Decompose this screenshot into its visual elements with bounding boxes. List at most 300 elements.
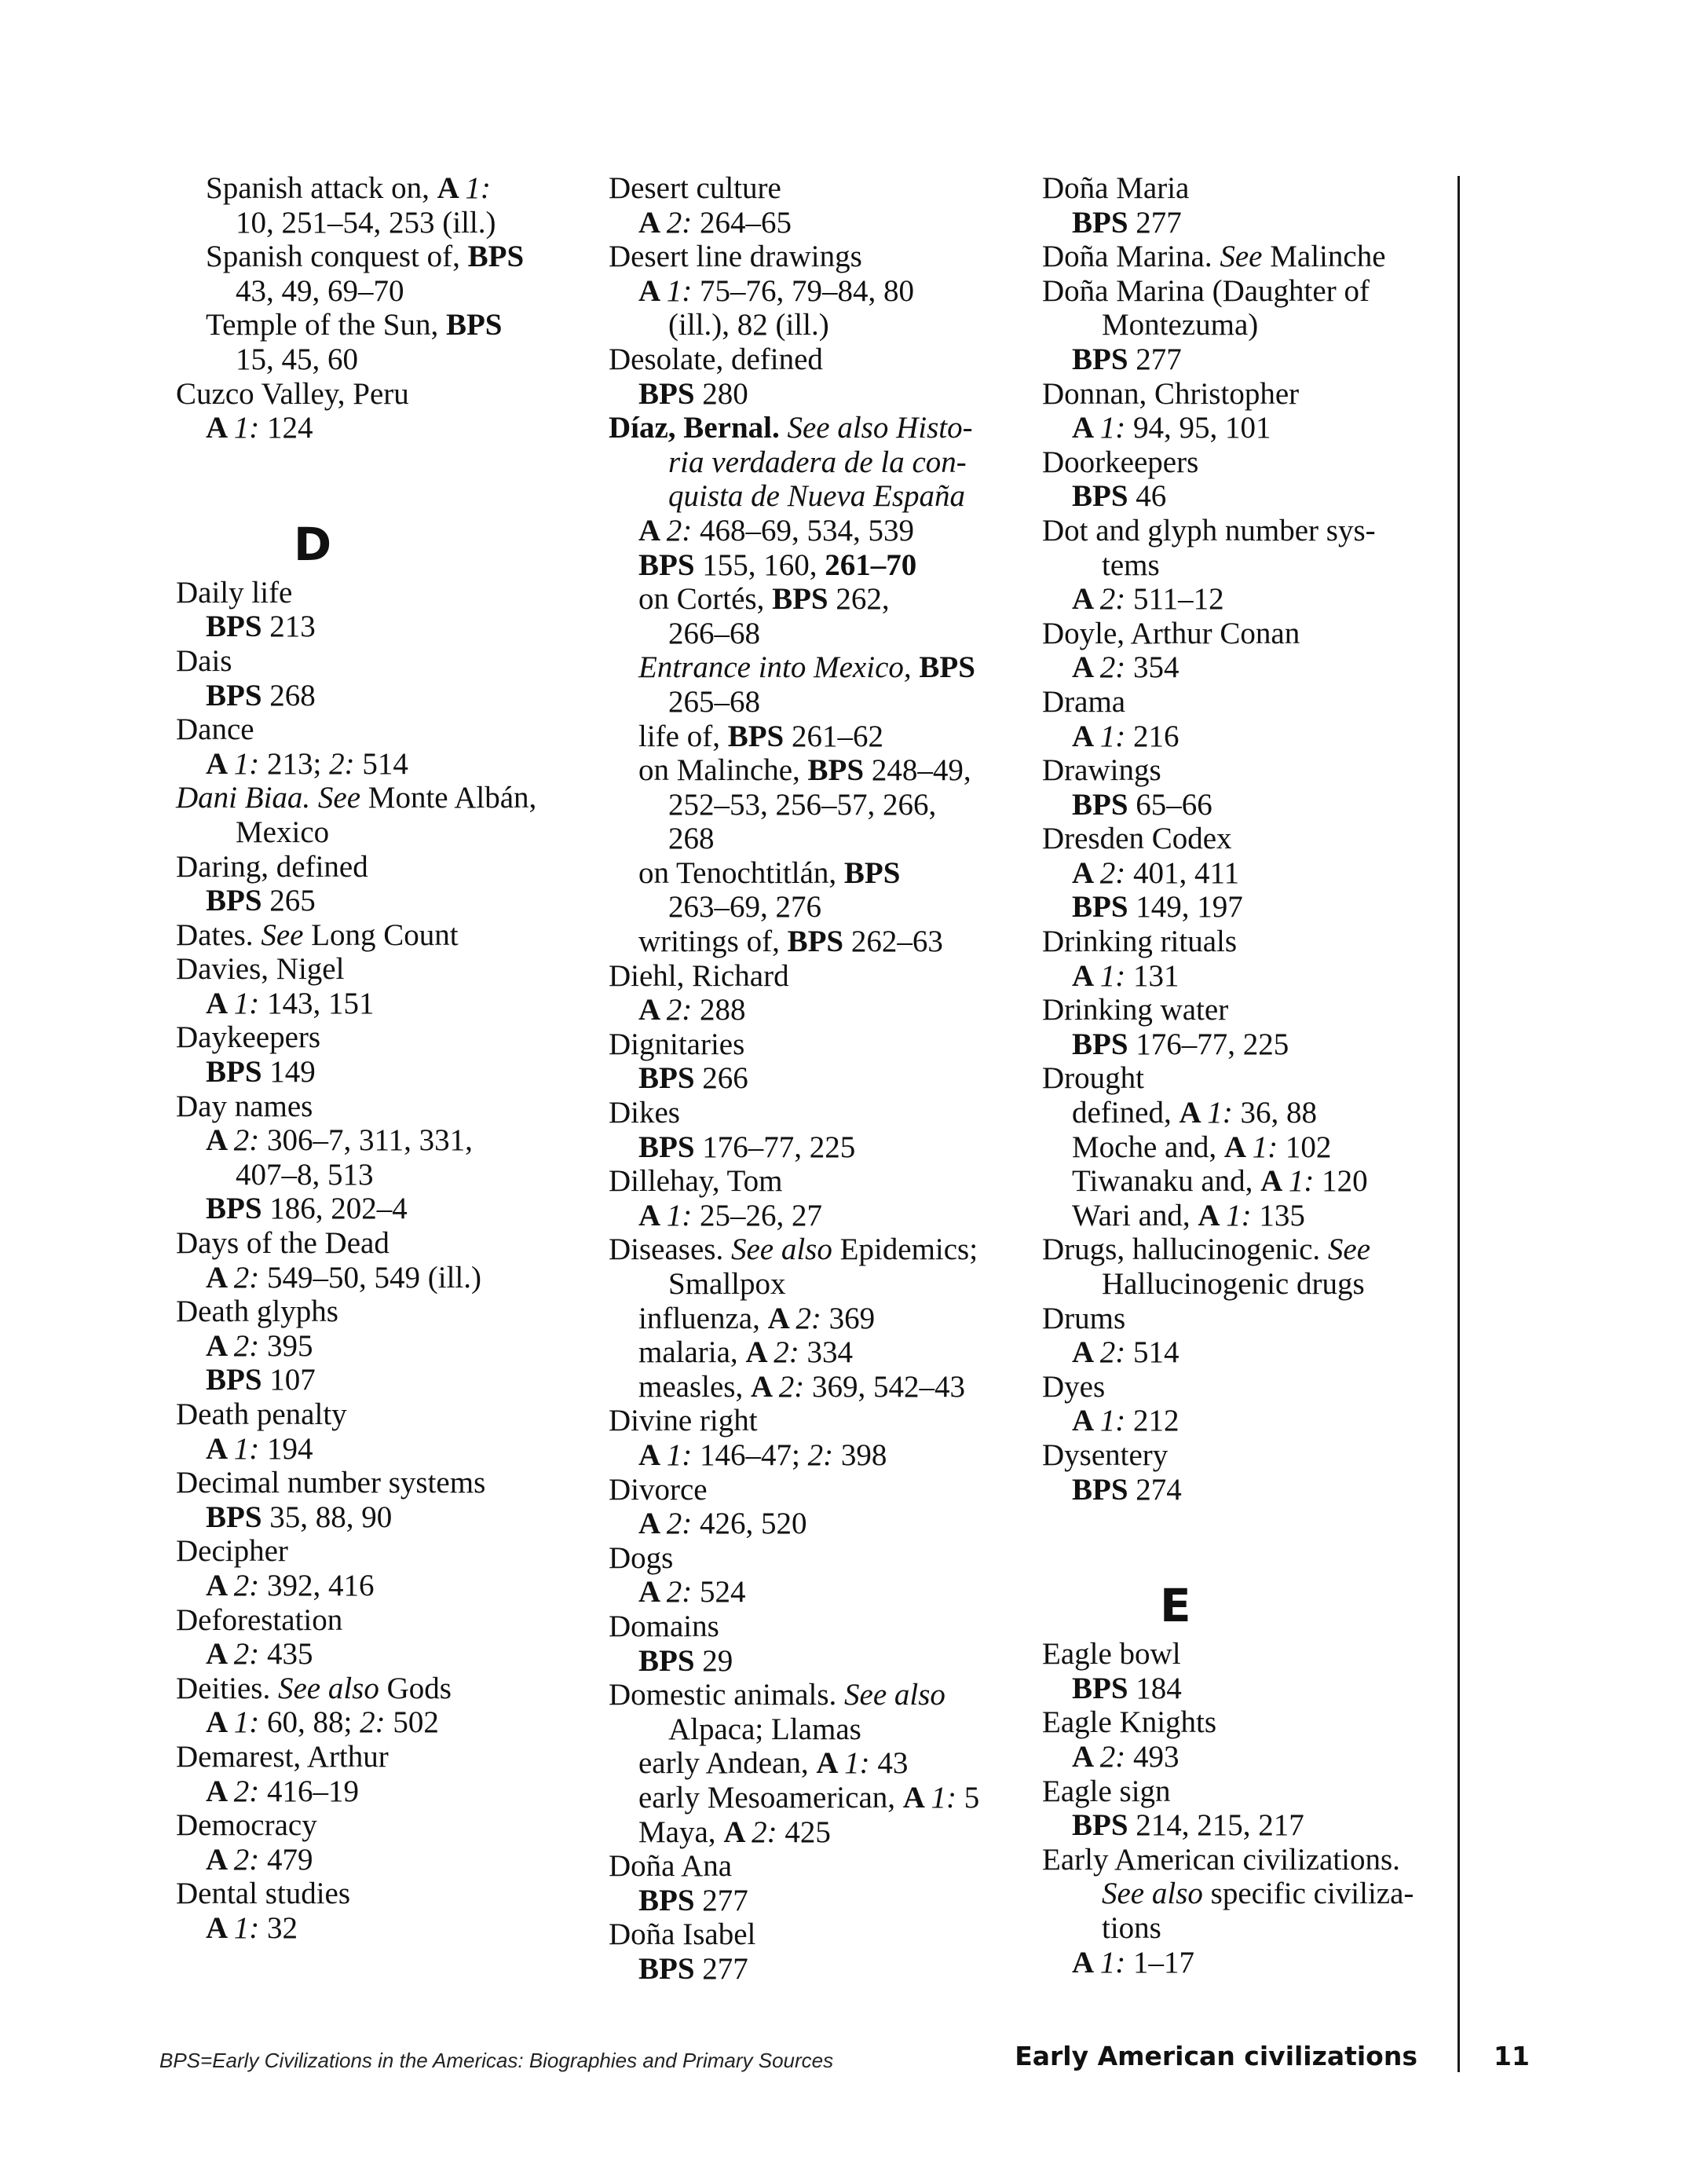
entry-text: 2: — [1099, 1335, 1126, 1370]
entry-text: influenza, — [638, 1301, 768, 1335]
entry-text: 1: — [233, 411, 260, 445]
entry-text: Tiwanaku and, — [1072, 1164, 1261, 1199]
entry-text: 262, — [828, 582, 890, 617]
entry-text: 1: — [666, 1198, 693, 1232]
entry-text: BPS — [638, 376, 695, 411]
index-subentry — [176, 1843, 584, 1877]
entry-text: Davies, Nigel — [176, 952, 345, 987]
index-continuation — [609, 890, 1017, 925]
entry-text: BPS — [206, 1500, 262, 1534]
entry-text: 265–68 — [668, 684, 760, 719]
index-continuation — [1042, 1267, 1450, 1302]
index-subentry — [609, 1884, 1017, 1918]
entry-text: BPS — [638, 547, 695, 582]
entry-text: 1–17 — [1125, 1945, 1195, 1979]
entry-text: 2: — [1099, 855, 1126, 890]
index-continuation — [609, 308, 1017, 342]
entry-text: Dillehay, Tom — [609, 1164, 783, 1199]
entry-text: 280 — [694, 376, 748, 411]
entry-text: Decimal number systems — [176, 1466, 486, 1500]
entry-text: Drugs, hallucinogenic. — [1042, 1232, 1328, 1267]
index-entry — [176, 576, 584, 610]
entry-text: A — [638, 1198, 667, 1232]
index-entry — [176, 918, 584, 953]
entry-text: Long Count — [303, 917, 459, 952]
index-entry — [1042, 1438, 1450, 1473]
index-entry — [609, 1232, 1017, 1267]
entry-text: A — [638, 205, 667, 240]
index-subentry — [609, 720, 1017, 754]
entry-text: 401, 411 — [1125, 855, 1240, 890]
index-continuation — [609, 1712, 1017, 1747]
entry-text: 2: — [666, 1575, 693, 1610]
index-subentry — [609, 1815, 1017, 1850]
entry-text: BPS — [1072, 342, 1128, 376]
entry-text: 2: — [233, 1260, 260, 1295]
entry-text: 479 — [259, 1842, 313, 1877]
entry-text: Doyle, Arthur Conan — [1042, 616, 1300, 650]
entry-text: BPS — [638, 1883, 695, 1917]
entry-text: 426, 520 — [692, 1507, 807, 1541]
index-subentry — [609, 1575, 1017, 1610]
entry-text: on Malinche, — [638, 753, 808, 788]
entry-text: A — [1072, 582, 1100, 617]
entry-text: 43, 49, 69–70 — [236, 273, 404, 308]
section-spacer — [1042, 1507, 1450, 1574]
entry-text: 155, 160, — [694, 547, 825, 582]
index-subentry — [176, 1500, 584, 1535]
entry-text: BPS — [787, 925, 844, 959]
entry-text: Donnan, Christopher — [1042, 376, 1300, 411]
index-subentry — [1042, 959, 1450, 994]
index-entry — [176, 1090, 584, 1124]
entry-text: BPS — [772, 582, 828, 617]
entry-text: Dental studies — [176, 1877, 351, 1911]
entry-text: A — [816, 1746, 845, 1781]
entry-text: 135 — [1251, 1198, 1305, 1232]
index-subentry — [609, 206, 1017, 240]
entry-text: specific civiliza- — [1202, 1877, 1414, 1911]
index-subentry — [176, 1123, 584, 1158]
index-continuation — [609, 685, 1017, 720]
index-entry — [176, 377, 584, 412]
entry-text: Divine right — [609, 1404, 758, 1438]
index-subentry — [1042, 342, 1450, 377]
entry-text: Daykeepers — [176, 1020, 321, 1055]
entry-text: 425 — [777, 1815, 831, 1849]
index-entry — [176, 1020, 584, 1055]
index-subentry — [176, 987, 584, 1021]
entry-text: BPS — [206, 1055, 262, 1090]
index-subentry — [176, 1192, 584, 1226]
index-continuation — [176, 342, 584, 377]
index-entry — [1042, 993, 1450, 1027]
index-continuation — [1042, 308, 1450, 342]
entry-text: See also — [730, 1232, 832, 1267]
entry-text: 124 — [259, 411, 313, 445]
entry-text: A — [745, 1335, 774, 1370]
entry-text: Doorkeepers — [1042, 445, 1199, 479]
index-subentry — [609, 650, 1017, 685]
entry-text: (ill.), 82 (ill.) — [668, 308, 829, 342]
index-entry — [609, 1027, 1017, 1062]
entry-text: A — [206, 411, 234, 445]
entry-text: Drawings — [1042, 753, 1161, 788]
entry-text: Deforestation — [176, 1602, 343, 1637]
section-spacer — [176, 445, 584, 513]
index-subentry — [1042, 479, 1450, 514]
entry-text: Smallpox — [668, 1267, 786, 1301]
entry-text: 32 — [259, 1910, 298, 1945]
entry-text: A — [750, 1369, 779, 1404]
index-entry — [176, 952, 584, 987]
entry-text: 214, 215, 217 — [1128, 1808, 1304, 1843]
entry-text: 60, 88; — [259, 1705, 360, 1740]
index-entry — [609, 1404, 1017, 1438]
entry-text: 277 — [694, 1883, 748, 1917]
entry-text: 288 — [692, 993, 746, 1027]
entry-text: defined, — [1072, 1096, 1180, 1130]
entry-text: 176–77, 225 — [694, 1130, 856, 1164]
index-subentry — [609, 274, 1017, 309]
entry-text: 15, 45, 60 — [236, 342, 358, 376]
entry-text: 1: — [1099, 1945, 1126, 1979]
entry-text: Hallucinogenic drugs — [1102, 1267, 1365, 1301]
entry-text: writings of, — [638, 925, 788, 959]
entry-text: measles, — [638, 1369, 751, 1404]
entry-text: Drinking rituals — [1042, 925, 1238, 959]
entry-text: 514 — [1125, 1335, 1180, 1370]
index-entry — [1042, 753, 1450, 788]
entry-text: 149, 197 — [1128, 890, 1243, 925]
index-subentry — [609, 1952, 1017, 1987]
index-entry — [609, 1849, 1017, 1884]
index-subentry — [609, 1781, 1017, 1815]
entry-text: 212 — [1125, 1404, 1180, 1438]
index-subentry — [1042, 1130, 1450, 1165]
entry-text: Demarest, Arthur — [176, 1739, 389, 1774]
index-subentry — [176, 1705, 584, 1740]
entry-text: Dysentery — [1042, 1437, 1169, 1472]
entry-text: tions — [1102, 1910, 1161, 1945]
entry-text: Dates. — [176, 917, 262, 952]
index-subentry — [609, 1370, 1017, 1404]
index-subentry — [1042, 411, 1450, 445]
index-entry — [176, 712, 584, 747]
entry-text: BPS — [206, 1192, 262, 1226]
entry-text: 511–12 — [1125, 582, 1224, 617]
entry-text: Malinche — [1262, 240, 1386, 274]
entry-text: 2: — [360, 1705, 386, 1740]
entry-text: 265 — [262, 884, 316, 918]
entry-text: Death penalty — [176, 1397, 347, 1431]
entry-text: BPS — [1072, 479, 1128, 514]
entry-text: Diehl, Richard — [609, 958, 789, 993]
entry-text: Maya, — [638, 1815, 724, 1849]
index-continuation — [609, 788, 1017, 822]
entry-text: Drought — [1042, 1061, 1144, 1096]
index-subentry — [609, 1335, 1017, 1370]
entry-text: 264–65 — [692, 205, 792, 240]
entry-text: A — [1072, 719, 1100, 753]
entry-text: BPS — [1072, 890, 1128, 925]
entry-text: See also — [844, 1678, 945, 1712]
index-subentry — [1042, 1672, 1450, 1706]
index-subentry — [609, 1644, 1017, 1679]
entry-text: A — [902, 1780, 931, 1815]
index-entry — [609, 1096, 1017, 1130]
entry-text: BPS — [467, 240, 525, 274]
index-entry — [609, 1610, 1017, 1644]
index-subentry — [1042, 1096, 1450, 1130]
entry-text: Cuzco Valley, Peru — [176, 376, 409, 411]
entry-text: 216 — [1125, 719, 1180, 753]
entry-text: Eagle Knights — [1042, 1705, 1217, 1740]
entry-text: Eagle sign — [1042, 1774, 1171, 1808]
index-entry — [176, 1226, 584, 1261]
entry-text: 1: — [233, 746, 260, 781]
entry-text: 1: — [844, 1746, 870, 1781]
index-subentry — [609, 1746, 1017, 1781]
index-subentry — [1042, 1335, 1450, 1370]
entry-text: Mexico — [236, 815, 330, 849]
index-entry — [609, 1917, 1017, 1952]
page-number: 11 — [1494, 2041, 1530, 2071]
entry-text: See — [261, 917, 304, 952]
entry-text: 143, 151 — [259, 986, 375, 1020]
entry-text: 524 — [692, 1575, 746, 1610]
index-entry — [609, 1541, 1017, 1576]
entry-text: A — [206, 1568, 234, 1602]
footer-source-note: BPS=Early Civilizations in the Americas: Biographies and Primary Sources — [159, 2049, 834, 2072]
entry-text: 277 — [1128, 342, 1182, 376]
entry-text: 2: — [233, 1637, 260, 1672]
entry-text: Drinking water — [1042, 993, 1229, 1027]
entry-text: 146–47; — [692, 1437, 808, 1472]
index-entry — [176, 1534, 584, 1569]
index-entry — [176, 1295, 584, 1329]
entry-text: early Andean, — [638, 1746, 817, 1781]
entry-text: BPS — [807, 753, 865, 788]
entry-text: Days of the Dead — [176, 1226, 390, 1261]
entry-text: 5 — [956, 1780, 980, 1815]
entry-text: Doña Isabel — [609, 1917, 756, 1952]
index-entry — [1042, 1774, 1450, 1809]
entry-text: 46 — [1128, 479, 1167, 514]
index-subentry — [176, 610, 584, 644]
index-subentry — [609, 1130, 1017, 1165]
entry-text: 1: — [1099, 958, 1126, 993]
index-entry — [609, 411, 1017, 445]
index-continuation — [609, 617, 1017, 651]
entry-text: 369, 542–43 — [804, 1369, 965, 1404]
entry-text: 43 — [869, 1746, 909, 1781]
entry-text: Doña Ana — [609, 1849, 733, 1884]
entry-text: 493 — [1125, 1739, 1180, 1774]
index-subentry — [176, 171, 584, 206]
entry-text: Gods — [379, 1671, 452, 1705]
entry-text: Dais — [176, 643, 232, 678]
index-subentry — [1042, 1946, 1450, 1980]
index-subentry — [609, 548, 1017, 583]
index-subentry — [609, 753, 1017, 788]
entry-text: 29 — [694, 1643, 733, 1678]
entry-text: 268 — [668, 822, 715, 856]
entry-text: 1: — [931, 1780, 957, 1815]
index-continuation — [176, 1158, 584, 1192]
entry-text: 1: — [1099, 1404, 1126, 1438]
index-entry — [176, 850, 584, 884]
index-entry — [1042, 925, 1450, 959]
index-subentry — [176, 1911, 584, 1946]
entry-text: life of, — [638, 719, 728, 753]
index-entry — [1042, 822, 1450, 856]
section-letter-heading: D — [294, 517, 332, 571]
entry-text: Spanish attack on, — [206, 171, 437, 205]
entry-text: Dance — [176, 712, 254, 747]
entry-text: 2: — [233, 1842, 260, 1877]
entry-text: 1: — [233, 986, 260, 1020]
entry-text: 2: — [807, 1437, 834, 1472]
index-subentry — [176, 1261, 584, 1295]
index-column-2 — [609, 171, 1017, 1986]
entry-text: 502 — [385, 1705, 439, 1740]
entry-text: Drama — [1042, 684, 1126, 719]
index-subentry — [609, 1061, 1017, 1096]
entry-text: Daring, defined — [176, 849, 368, 884]
entry-text: Deities. — [176, 1671, 278, 1705]
entry-text: 1: — [1226, 1198, 1252, 1232]
index-entry — [1042, 685, 1450, 720]
entry-text: 416–19 — [259, 1774, 360, 1808]
entry-text: See also — [1102, 1877, 1203, 1911]
entry-text: 514 — [354, 746, 408, 781]
entry-text: A — [206, 1123, 234, 1158]
index-subentry — [609, 514, 1017, 548]
entry-text: Domains — [609, 1609, 719, 1643]
entry-text: BPS — [1072, 1808, 1128, 1843]
index-entry — [1042, 274, 1450, 309]
entry-text: A — [206, 1328, 234, 1363]
index-entry — [1042, 445, 1450, 480]
index-subentry — [609, 1507, 1017, 1541]
entry-text: A — [723, 1815, 752, 1849]
entry-text: 1: — [465, 171, 491, 205]
entry-text: Montezuma) — [1102, 308, 1259, 342]
entry-text: A — [206, 1774, 234, 1808]
index-continuation — [176, 815, 584, 850]
entry-text: Divorce — [609, 1472, 708, 1507]
entry-text: BPS — [1072, 1472, 1128, 1507]
entry-text: ria verdadera de la con- — [668, 445, 967, 479]
entry-text: 2: — [795, 1301, 821, 1335]
entry-text: 2: — [1099, 650, 1126, 685]
index-continuation — [176, 274, 584, 309]
entry-text: A — [1072, 855, 1100, 890]
index-subentry — [609, 582, 1017, 617]
entry-text: A — [1072, 1739, 1100, 1774]
entry-text: Epidemics; — [832, 1232, 978, 1267]
index-subentry — [176, 884, 584, 918]
entry-text: A — [206, 746, 234, 781]
index-continuation — [1042, 1911, 1450, 1946]
entry-text: 176–77, 225 — [1128, 1027, 1289, 1061]
entry-text: 263–69, 276 — [668, 890, 821, 925]
entry-text: Desert line drawings — [609, 240, 862, 274]
entry-text: 2: — [233, 1774, 260, 1808]
index-subentry — [176, 679, 584, 713]
index-entry — [1042, 1370, 1450, 1404]
entry-text: 194 — [259, 1431, 313, 1466]
entry-text: 262–63 — [843, 925, 943, 959]
entry-text: A — [638, 273, 667, 308]
index-entry — [1042, 514, 1450, 548]
entry-text: Spanish conquest of, — [206, 240, 468, 274]
index-subentry — [1042, 856, 1450, 891]
entry-text: Dot and glyph number sys- — [1042, 513, 1376, 547]
entry-text: 2: — [666, 513, 693, 547]
entry-text: Doña Marina. — [1042, 240, 1220, 274]
entry-text: Dikes — [609, 1096, 680, 1130]
entry-text: A — [1260, 1164, 1289, 1199]
entry-text: 268 — [262, 678, 316, 712]
entry-text: A — [638, 1575, 667, 1610]
entry-text: A — [1072, 958, 1100, 993]
index-entry — [609, 1473, 1017, 1507]
entry-text: 395 — [259, 1328, 313, 1363]
entry-text: malaria, — [638, 1335, 746, 1370]
entry-text: BPS — [206, 884, 262, 918]
entry-text: 306–7, 311, 331, — [259, 1123, 473, 1158]
entry-text: 2: — [233, 1568, 260, 1602]
entry-text: BPS — [638, 1951, 695, 1986]
entry-text: See — [1220, 240, 1263, 274]
entry-text: 2: — [233, 1123, 260, 1158]
entry-text: 10, 251–54, 253 (ill.) — [236, 205, 496, 240]
entry-text: A — [206, 1842, 234, 1877]
entry-text: A — [1198, 1198, 1227, 1232]
index-subentry — [176, 1432, 584, 1467]
index-subentry — [176, 1329, 584, 1364]
entry-text: Day names — [176, 1089, 313, 1123]
index-entry — [609, 1164, 1017, 1199]
entry-text: 1: — [233, 1705, 260, 1740]
entry-text: 277 — [1128, 205, 1182, 240]
running-head: Early American civilizations — [1015, 2041, 1417, 2071]
index-subentry — [609, 993, 1017, 1027]
index-entry — [1042, 1705, 1450, 1740]
entry-text: Early American civilizations. — [1042, 1842, 1400, 1877]
entry-text: Doña Maria — [1042, 171, 1190, 205]
entry-text: Dani Biaa. See — [176, 781, 361, 815]
index-subentry — [1042, 1808, 1450, 1843]
entry-text: Decipher — [176, 1534, 288, 1569]
index-entry — [176, 1466, 584, 1500]
index-subentry — [176, 1637, 584, 1672]
entry-text: 2: — [752, 1815, 777, 1849]
entry-text: 2: — [329, 746, 355, 781]
entry-text: 186, 202–4 — [262, 1192, 408, 1226]
entry-text: A — [1072, 650, 1100, 685]
index-entry — [1042, 617, 1450, 651]
index-entry — [609, 240, 1017, 274]
entry-text: 2: — [666, 205, 693, 240]
index-subentry — [176, 1774, 584, 1809]
entry-text: Desert culture — [609, 171, 781, 205]
entry-text: 334 — [799, 1335, 853, 1370]
index-subentry — [1042, 582, 1450, 617]
index-subentry — [1042, 1740, 1450, 1774]
